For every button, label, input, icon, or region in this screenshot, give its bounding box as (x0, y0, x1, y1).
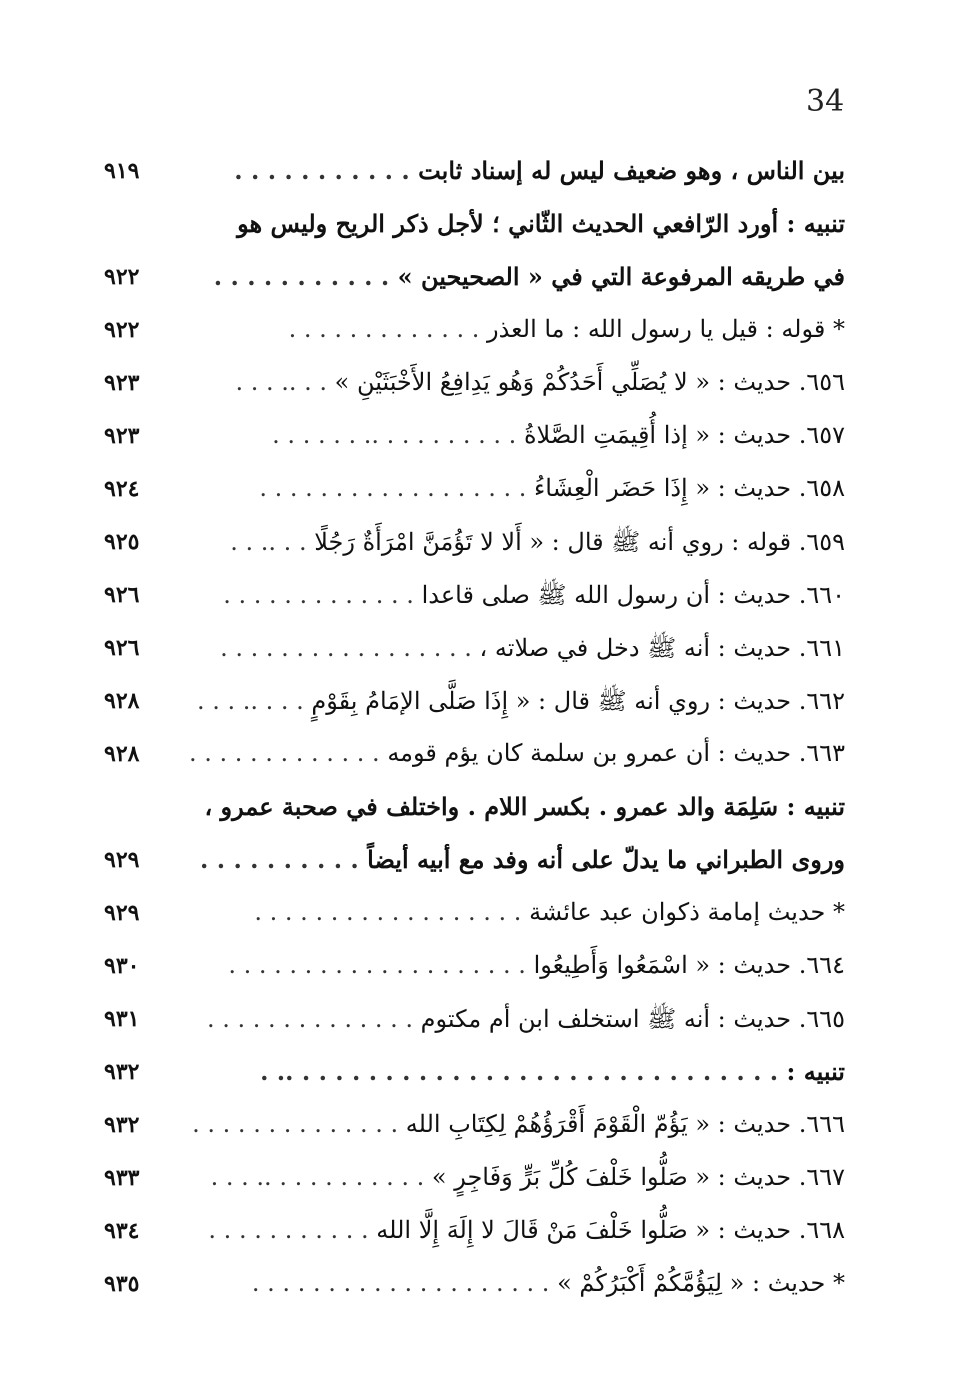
toc-entry (100, 203, 845, 256)
toc-entry-page: ٩٢٣ (104, 423, 140, 449)
leader-dots: . . . . . . . . . . . . . . . . . . (259, 474, 527, 502)
toc-entry-text: تنبيه : (786, 1057, 845, 1086)
toc-entry-page: ٩٣٣ (104, 1165, 140, 1191)
leader-dots: . . .. . . (230, 528, 307, 556)
toc-entry-page: ٩٣٤ (104, 1218, 140, 1244)
toc-entry-title (215, 951, 845, 979)
toc-entry-title (200, 845, 845, 874)
toc-entry-text: ٦٥٨. حديث : « إِذَا حَضَر الْعِشَاءُ (533, 474, 845, 502)
toc-entry-page: ٩٢٢ (104, 317, 140, 343)
toc-entry-text: بين الناس ، وهو ضعيف ليس له إسناد ثابت (418, 156, 845, 185)
toc-entry-title (188, 739, 845, 767)
toc-entry-text: * حديث إمامة ذكوان عبد عائشة (529, 898, 845, 926)
toc-entry-text: ٦٦٢. حديث : روي أنه ﷺ قال : « إِذَا صَلَّى الإمَامُ بِقَوْمٍ (311, 687, 845, 715)
leader-dots: . . . . . . . . . . . . . . . . . . . . (228, 951, 526, 979)
leader-dots: . . . . . . . . . . . . . . . . . . (254, 898, 522, 926)
toc-entry-text: ٦٦٠. حديث : أن رسول الله ﷺ صلى قاعدا (421, 581, 845, 609)
toc-entry-title (210, 1163, 845, 1191)
toc-entry (100, 786, 845, 839)
toc-entry (100, 256, 845, 309)
toc-entry-title (215, 156, 845, 185)
toc-entry (100, 521, 845, 574)
toc-entry-text: ٦٥٩. قوله : روي أنه ﷺ قال : « أَلا لا تَؤُمَنَّ امْرَأَةٌ رَجُلًا (314, 528, 845, 556)
toc-entry (100, 892, 845, 945)
toc-entry-text: ٦٦٧. حديث : « صَلُّوا خَلْفَ كُلِّ بَرٍّ وَفَاجِرٍ » (431, 1163, 845, 1191)
leader-dots: . . . . . . . . . . . . . . . . . . . . . . . . . . . . . .. . (260, 1057, 779, 1086)
toc-entry-title (204, 792, 845, 821)
toc-entry-text: ٦٥٧. حديث : « إذا أُقِيمَتِ الصَّلاةُ (523, 421, 845, 449)
leader-dots: . . . . . . . . . . . . . . (192, 1110, 399, 1138)
toc-entry-text: ٦٦٥. حديث : أنه ﷺ استخلف ابن أم مكتوم (420, 1005, 845, 1033)
toc-entry (100, 1051, 845, 1104)
toc-entry-text: في طريقه المرفوعة التي في « الصحيحين » (397, 262, 845, 291)
toc-entry (100, 839, 845, 892)
toc-entry-title (215, 262, 845, 291)
toc-entry-page: ٩٢٦ (104, 582, 140, 608)
table-of-contents (100, 150, 845, 1316)
toc-entry-text: ٦٦٣. حديث : أن عمرو بن سلمة كان يؤم قومه (387, 739, 845, 767)
leader-dots: . . . . . . . . . . . . . . . . . (220, 634, 472, 662)
toc-entry (100, 362, 845, 415)
leader-dots: . . . . . . . . . . (200, 845, 359, 874)
leader-dots: . . . . . . . . . . .. . . . (210, 1163, 425, 1191)
toc-entry-title (192, 1110, 845, 1138)
toc-entry-text: تنبيه : أورد الرّافعي الحديث الثّاني ؛ لأجل ذكر الريح وليس هو (237, 209, 845, 238)
toc-entry (100, 1263, 845, 1316)
toc-entry-page: ٩١٩ (104, 158, 140, 184)
toc-entry-title (207, 1004, 845, 1039)
toc-entry-title (215, 315, 845, 343)
toc-entry-page: ٩٢٣ (104, 370, 140, 396)
toc-entry-title (215, 368, 845, 396)
toc-entry (100, 1104, 845, 1157)
toc-entry (100, 415, 845, 468)
toc-entry-text: وروى الطبراني ما يدلّ على أنه وفد مع أبيه أيضاً (367, 845, 845, 874)
leader-dots: . . . . . . . . . .. . . . . . . (272, 421, 517, 449)
toc-entry-text: ٦٦٨. حديث : « صَلُّوا خَلْفَ مَنْ قَالَ لا إِلَهَ إِلَّا الله (376, 1216, 845, 1244)
toc-entry-title (215, 474, 845, 502)
toc-entry-text: ٦٦٤. حديث : « اسْمَعُوا وَأَطِيعُوا (533, 951, 845, 979)
toc-entry (100, 468, 845, 521)
toc-entry (100, 998, 845, 1051)
toc-entry-page: ٩٢٩ (104, 847, 140, 873)
leader-dots: . . . . . . . . . . . . . (223, 581, 414, 609)
toc-entry (100, 1210, 845, 1263)
toc-entry-page: ٩٢٩ (104, 900, 140, 926)
leader-dots: . . .. . . . (235, 368, 327, 396)
toc-entry-title (215, 580, 845, 615)
leader-dots: . . . .. . . . (196, 687, 304, 715)
toc-entry-page: ٩٢٦ (104, 635, 140, 661)
toc-entry-page: ٩٢٥ (104, 529, 140, 555)
leader-dots: . . . . . . . . . . . . . (188, 739, 380, 767)
toc-entry (100, 150, 845, 203)
toc-entry-page: ٩٢٨ (104, 741, 140, 767)
toc-entry-title (215, 209, 845, 238)
toc-entry-page: ٩٢٢ (104, 264, 140, 290)
toc-entry-page: ٩٣٢ (104, 1059, 140, 1085)
toc-entry (100, 574, 845, 627)
toc-entry (100, 1157, 845, 1210)
toc-entry-page: ٩٢٨ (104, 688, 140, 714)
toc-entry (100, 945, 845, 998)
toc-entry-title (215, 1057, 845, 1086)
toc-entry-title (215, 898, 845, 926)
toc-entry-title (215, 633, 845, 668)
leader-dots: . . . . . . . . . . . (208, 1216, 369, 1244)
toc-entry (100, 627, 845, 680)
toc-entry-page: ٩٢٤ (104, 476, 140, 502)
toc-entry-text: ٦٦١. حديث : أنه ﷺ دخل في صلاته ، (479, 634, 845, 662)
toc-entry-text: * حديث : « لِيَؤُمَّكُمْ أَكْبَرُكُمْ » (557, 1269, 845, 1297)
toc-entry (100, 309, 845, 362)
toc-entry-page: ٩٣٠ (104, 953, 140, 979)
toc-entry-title (215, 421, 845, 449)
toc-entry-page: ٩٣٥ (104, 1271, 140, 1297)
toc-entry-title (215, 1269, 845, 1297)
leader-dots: . . . . . . . . . . . (213, 262, 390, 291)
toc-entry-text: ٦٦٦. حديث : « يَؤُمّ الْقَوْمَ أَقْرَؤُهُمْ لِكِتَابِ الله (405, 1110, 845, 1138)
toc-entry-title (196, 686, 845, 721)
toc-entry-page: ٩٣٢ (104, 1112, 140, 1138)
toc-entry (100, 733, 845, 786)
leader-dots: . . . . . . . . . . . . . (288, 315, 480, 343)
toc-entry-text: * قوله : قيل يا رسول الله : ما العذر (486, 315, 845, 343)
toc-entry-title (208, 1216, 845, 1244)
toc-entry-text: ٦٥٦. حديث : « لا يُصَلِّي أَحَدُكُمْ وَهُو يَدِافِعُ الأَخْبَثَيْنِ » (334, 368, 845, 396)
leader-dots: . . . . . . . . . . . . . . (207, 1005, 413, 1033)
leader-dots: . . . . . . . . . . . (234, 156, 410, 185)
toc-entry-title (215, 527, 845, 562)
toc-entry-text: تنبيه : سَلِمَة والد عمرو . بكسر اللام . واختلف في صحبة عمرو ، (204, 792, 845, 821)
toc-entry-page: ٩٣١ (104, 1006, 140, 1032)
page-number: 34 (806, 84, 845, 119)
toc-entry (100, 680, 845, 733)
leader-dots: . . . . . . . . . . . . . . . . . . . . (251, 1269, 550, 1297)
